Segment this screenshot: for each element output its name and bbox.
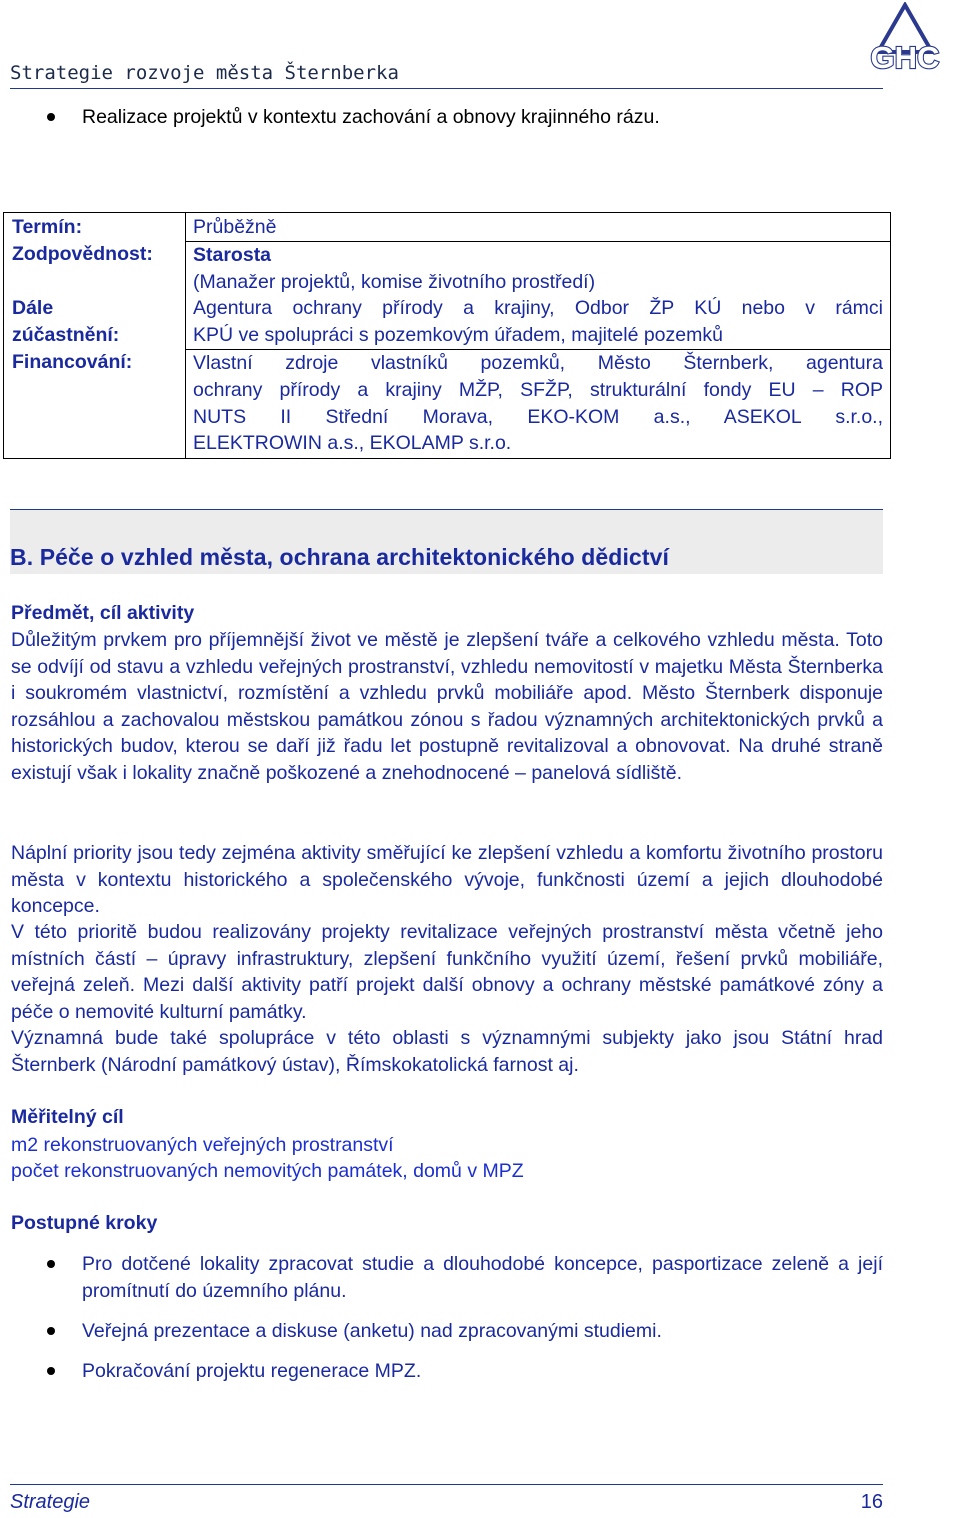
zodpovednost-cell (186, 241, 891, 295)
list-item: Pro dotčené lokality zpracovat studie a dlouhodobé koncepce, pasportizace zeleně a její promítnutí do územního plánu. (0, 1251, 883, 1304)
predmet-paragraph-1: Důležitým prvkem pro příjemnější život ve městě je zlepšení tváře a celkového vzhledu města. Toto se odvíjí od stavu a vzhledu veřejných prostranství, vzhledu nemovitostí v majetku Města Šternberka i soukromém vlastnictví, rozmístění a vzhledu prvků mobiliáře apod. Město Šternberk disponuje rozsáhlou a zachovalou městskou památkou zónou s řadou významných architektonických prvků a historických budov, kterou se daří již řadu let postupně revitalizoval a obnovovat. Na druhé straně existují však i lokality značně poškozené a znehodnocené – panelová sídliště. (11, 629, 883, 784)
bullet-icon (47, 1367, 55, 1375)
bullet-icon (47, 1327, 55, 1335)
ucastneni-value: Agentura ochrany přírody a krajiny, Odbor ŽP KÚ nebo v rámci KPÚ ve spolupráci s pozemkovým úřadem, majitelé pozemků (186, 295, 891, 349)
ucastneni-label: Dále zúčastnění: (12, 297, 120, 347)
top-bullet-list (0, 104, 883, 131)
document-header-title: Strategie rozvoje města Šternberka (10, 62, 399, 84)
footer-rule (10, 1484, 883, 1485)
financovani-value: Vlastní zdroje vlastníků pozemků, Město Šternberk, agentura ochrany přírody a krajiny MŽP, SFŽP, strukturální fondy EU – ROP NUTS II Střední Morava, EKO-KOM a.s., ASEKOL s.r.o., ELEKTROWIN a.s., EKOLAMP s.r.o. (186, 349, 891, 458)
ghc-logo-icon (852, 2, 958, 82)
meritelny-item: m2 rekonstruovaných veřejných prostranství (11, 1134, 394, 1156)
bullet-icon (47, 113, 55, 121)
bullet-icon (47, 1260, 55, 1268)
kroky-list (0, 1251, 883, 1384)
predmet-paragraph-2: Náplní priority jsou tedy zejména aktivity směřující ke zlepšení vzhledu a komfortu životního prostoru města v kontextu historického a společenského vývoje, funkčnosti území a jejich dlouhodobé koncepce. (11, 842, 883, 918)
financovani-label: Financování: (12, 351, 133, 374)
zodpovednost-label: Zodpovědnost: (12, 243, 153, 266)
info-table (3, 212, 891, 459)
header-rule (10, 88, 883, 89)
zodpovednost-note: (Manažer projektů, komise životního prostředí) (193, 270, 596, 293)
list-item: Realizace projektů v kontextu zachování a obnovy krajinného rázu. (0, 104, 883, 131)
termin-value: Průběžně (186, 213, 891, 242)
list-item: Veřejná prezentace a diskuse (anketu) nad zpracovanými studiemi. (0, 1318, 883, 1345)
meritelny-heading: Měřitelný cíl (11, 1106, 124, 1128)
kroky-heading: Postupné kroky (11, 1212, 158, 1234)
list-item: Pokračování projektu regenerace MPZ. (0, 1358, 883, 1385)
meritelny-item: počet rekonstruovaných nemovitých památek, domů v MPZ (11, 1160, 524, 1182)
section-title: B. Péče o vzhled města, ochrana architektonického dědictví (10, 544, 669, 570)
footer-label: Strategie (10, 1491, 91, 1513)
termin-label: Termín: (12, 216, 83, 238)
predmet-heading: Předmět, cíl aktivity (11, 602, 195, 624)
ghc-logo-text: GHC (870, 40, 940, 75)
zodpovednost-value: Starosta (193, 243, 272, 266)
predmet-paragraph-3: V této prioritě budou realizovány projekty revitalizace veřejných prostranství města včetně jeho místních částí – úpravy infrastruktury, zlepšení funkčního využití území, řešení prvků mobiliáře, veřejná zeleň. Mezi další aktivity patří projekt další obnovy a ochrany městské památkové zóny a péče o nemovité kulturní památky. (11, 921, 883, 1023)
page-number: 16 (860, 1491, 883, 1513)
predmet-paragraph-4: Významná bude také spolupráce v této oblasti s významnými subjekty jako jsou Státní hrad Šternberk (Národní památkový ústav), Římskokatolická farnost aj. (11, 1027, 883, 1076)
